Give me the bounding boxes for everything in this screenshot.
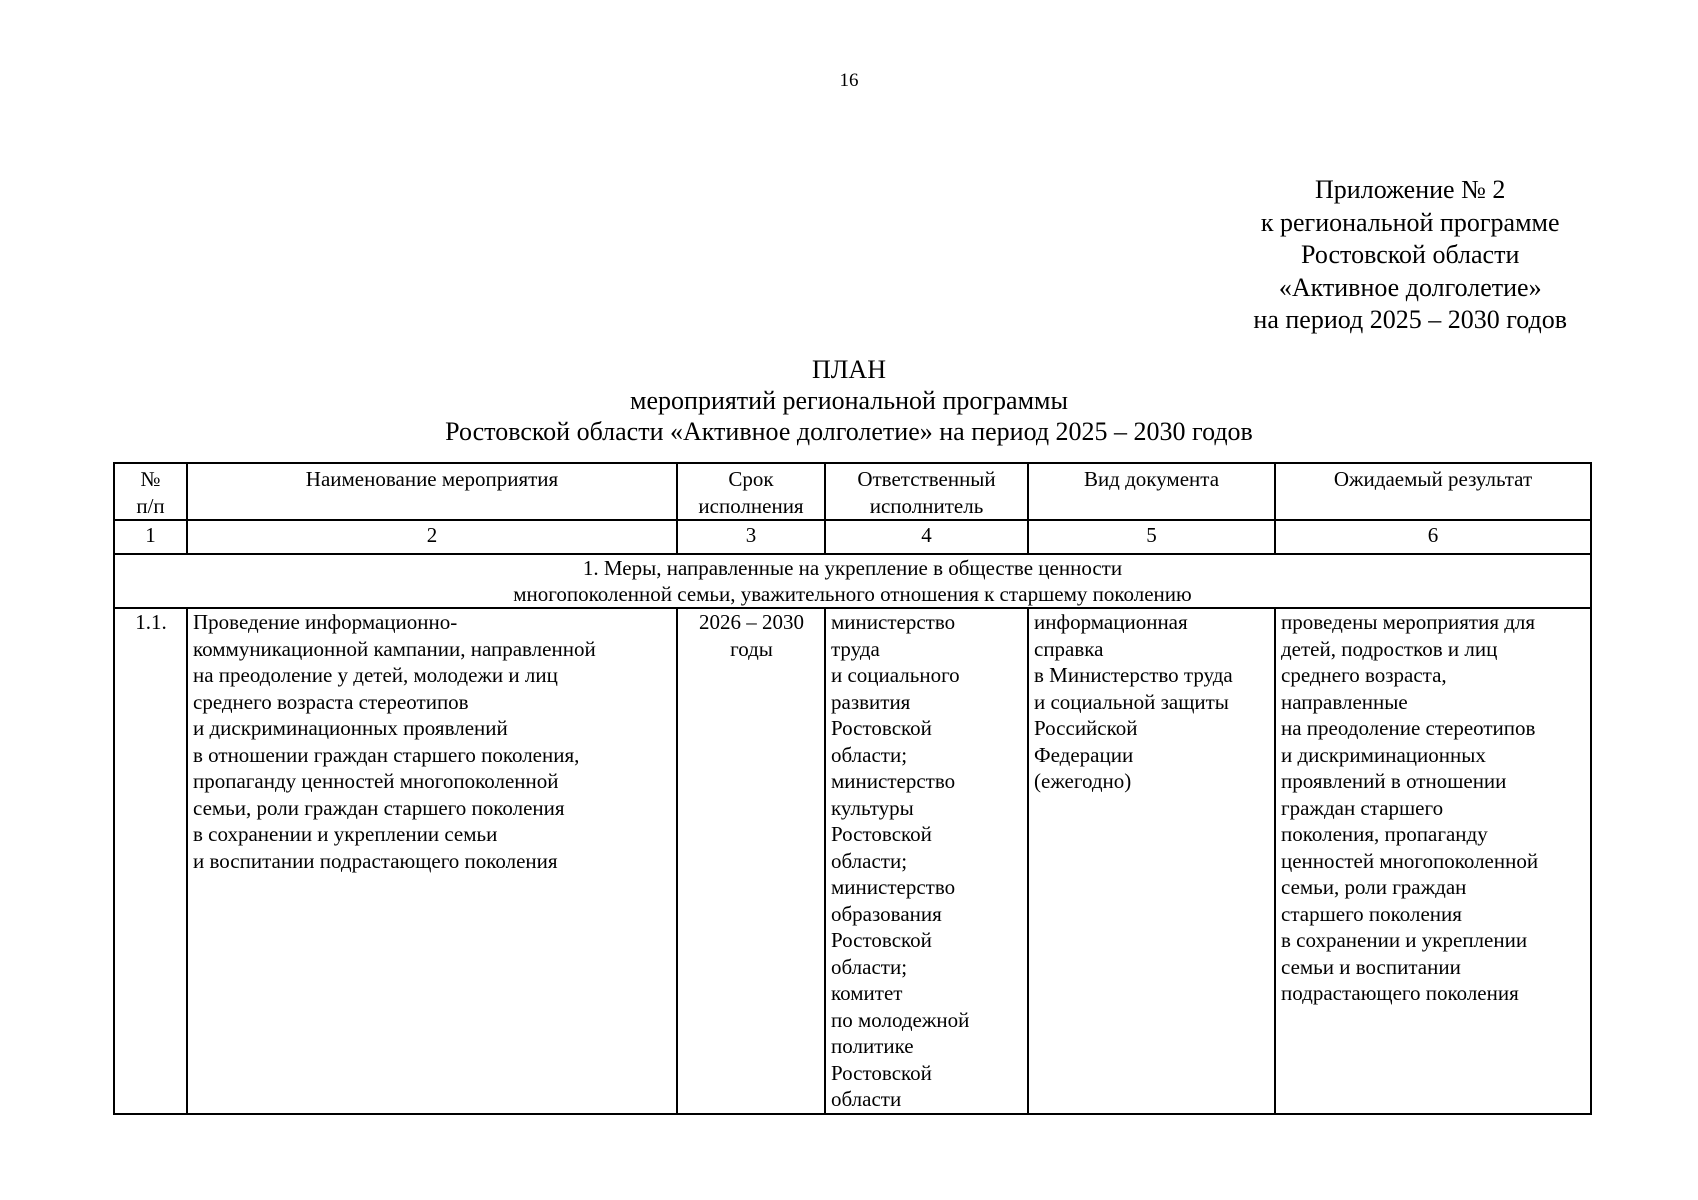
row-number: 1.1. [114,608,187,1114]
column-header-line: Наименование мероприятия [305,467,559,491]
executor-line: области [831,1087,902,1111]
executor-line: Ростовской [831,822,932,846]
column-header [677,463,825,520]
column-header [1275,463,1591,520]
document-type-line: справка [1034,636,1104,661]
expected-result-line: проведены мероприятия для [1281,610,1536,634]
expected-result-line: старшего поколения [1281,901,1462,926]
column-header-line: № [140,467,161,491]
plan-table [113,462,1592,1115]
executor-line: по молодежной [831,1007,970,1032]
event-name-line: и дискриминационных проявлений [193,716,508,740]
expected-result-line: и дискриминационных [1281,742,1486,767]
column-number: 3 [677,520,825,554]
appendix-lines [1253,174,1567,337]
column-header-line: исполнения [698,493,804,518]
event-name-line: семьи, роли граждан старшего поколения [193,795,565,820]
executor-line: образования [831,901,942,926]
appendix-block [1007,174,1567,337]
document-type-line: и социальной защиты [1034,689,1229,714]
event-name-line: и воспитании подрастающего поколения [193,848,558,873]
appendix-line: Приложение № 2 [1315,175,1506,204]
term-line: 2026 – 2030 [699,610,804,634]
row-event-name [187,608,677,1114]
event-name-line: среднего возраста стереотипов [193,689,469,714]
executor-line: культуры [831,795,914,820]
executor-line: труда [831,636,880,661]
row-executor [825,608,1028,1114]
expected-result-line: на преодоление стереотипов [1281,716,1536,740]
column-header-line: п/п [136,493,165,518]
document-type-line: информационная [1034,610,1188,634]
document-type-line: (ежегодно) [1034,769,1132,793]
appendix-line: на период 2025 – 2030 годов [1253,305,1567,334]
expected-result-line: семьи и воспитании [1281,954,1461,979]
row-document-type [1028,608,1275,1114]
expected-result-line: среднего возраста, [1281,663,1447,687]
column-header [1028,463,1275,520]
column-number: 6 [1275,520,1591,554]
event-name-line: в отношении граждан старшего поколения, [193,742,580,767]
column-number: 5 [1028,520,1275,554]
event-name-line: на преодоление у детей, молодежи и лиц [193,663,558,687]
expected-result-line: подрастающего поколения [1281,981,1519,1005]
plan-subtitle-2: Ростовской области «Активное долголетие» на период 2025 – 2030 годов [445,417,1253,446]
column-header-line: Ожидаемый результат [1333,467,1533,491]
section-line-1: 1. Меры, направленные на укрепление в обществе ценности [582,556,1123,580]
table-row [114,608,1591,1114]
appendix-line: к региональной программе [1260,207,1560,237]
column-header-line: Срок [728,467,774,491]
expected-result-line: граждан старшего [1281,795,1444,820]
event-name-line: в сохранении и укреплении семьи [193,822,498,846]
appendix-line: Ростовской области [1301,240,1520,269]
plan-title-block [0,354,1698,447]
column-number-row [114,520,1591,554]
page-number: 16 [839,70,859,91]
column-header [825,463,1028,520]
executor-line: министерство [831,610,956,634]
executor-line: и социального [831,663,960,687]
plan-subtitle-1: мероприятий региональной программы [630,386,1068,415]
column-number: 2 [187,520,677,554]
event-name-line: пропаганду ценностей многопоколенной [193,769,559,793]
row-term [677,608,825,1114]
document-type-line: Федерации [1034,742,1134,767]
executor-line: развития [831,689,911,714]
executor-line: министерство [831,875,956,899]
plan-title: ПЛАН [812,355,886,384]
executor-line: Ростовской [831,1060,932,1085]
executor-line: комитет [831,981,903,1005]
executor-line: политике [831,1034,914,1058]
section-heading [114,554,1591,608]
event-name-line: коммуникационной кампании, направленной [193,636,596,661]
column-header [114,463,187,520]
expected-result-line: в сохранении и укреплении [1281,928,1528,952]
expected-result-line: семьи, роли граждан [1281,875,1467,899]
column-header-line: Вид документа [1083,467,1220,491]
document-type-line: Российской [1034,716,1138,740]
column-number: 4 [825,520,1028,554]
appendix-line: «Активное долголетие» [1278,272,1542,302]
expected-result-line: проявлений в отношении [1281,769,1507,793]
term-line: годы [730,636,773,661]
executor-line: Ростовской [831,716,932,740]
column-header [187,463,677,520]
expected-result-line: ценностей многопоколенной [1281,848,1539,873]
column-number: 1 [114,520,187,554]
section-line-2: многопоколенной семьи, уважительного отношения к старшему поколению [513,582,1192,606]
expected-result-line: направленные [1281,689,1408,714]
section-row [114,554,1591,608]
document-type-line: в Министерство труда [1034,663,1233,687]
executor-line: Ростовской [831,928,932,952]
executor-line: области; [831,954,908,979]
event-name-line: Проведение информационно- [193,610,458,634]
executor-line: области; [831,742,908,767]
table-header-row [114,463,1591,520]
expected-result-line: детей, подростков и лиц [1281,636,1498,661]
row-expected-result [1275,608,1591,1114]
expected-result-line: поколения, пропаганду [1281,822,1488,846]
column-header-line: исполнитель [869,493,984,518]
column-header-line: Ответственный [857,467,996,491]
executor-line: министерство [831,769,956,793]
executor-line: области; [831,848,908,873]
